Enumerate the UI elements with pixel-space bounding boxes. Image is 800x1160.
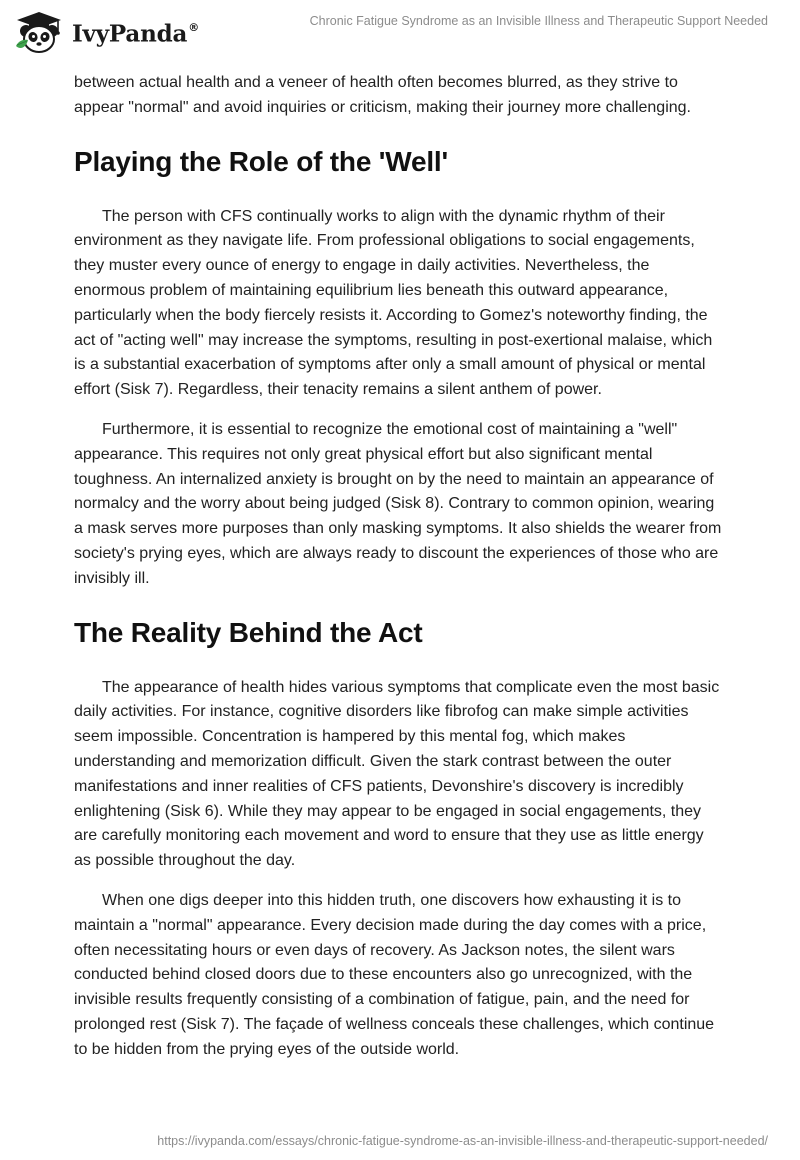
brand-logo[interactable] xyxy=(14,8,199,57)
paragraph: Furthermore, it is essential to recognize the emotional cost of maintaining a "well" appearance. This requires not only great physical effort but also significant mental toughness. An internalized anxiety is brought on by the need to maintain an appearance of normalcy and the worry about being judged (Sisk 8). Contrary to common opinion, wearing a mask serves more purposes than only masking symptoms. It also shields the wearer from society's prying eyes, which are always ready to discount the experiences of those who are invisibly ill. xyxy=(74,420,722,587)
registered-mark: ® xyxy=(188,21,199,34)
source-url[interactable]: https://ivypanda.com/essays/chronic-fatigue-syndrome-as-an-invisible-illness-and-therapeutic-support-needed/ xyxy=(157,1134,768,1148)
section-heading-playing-role: Playing the Role of the 'Well' xyxy=(74,145,448,177)
paragraph: The person with CFS continually works to align with the dynamic rhythm of their environment as they navigate life. From professional obligations to social engagements, they muster every ounce of energy to engage in daily activities. Nevertheless, the enormous problem of maintaining equilibrium lies beneath this outward appearance, particularly when the body fiercely resists it. According to Gomez's noteworthy finding, the act of "acting well" may increase the symptoms, resulting in post-exertional malaise, which is a substantial exacerbation of symptoms after only a small amount of physical or mental effort (Sisk 7). Regardless, their tenacity remains a silent anthem of power. xyxy=(74,207,713,399)
document-title: Chronic Fatigue Syndrome as an Invisible Illness and Therapeutic Support Needed xyxy=(309,14,768,28)
section-heading-reality-behind-act: The Reality Behind the Act xyxy=(74,616,423,648)
paragraph: When one digs deeper into this hidden truth, one discovers how exhausting it is to maintain a "normal" appearance. Every decision made during the day comes with a price, often necessitating hours or even days of recovery. As Jackson notes, the silent wars conducted behind closed doors due to these encounters also go unrecognized, with the invisible results frequently consisting of a combination of fatigue, pain, and the need for prolonged rest (Sisk 7). The façade of wellness conceals these challenges, which continue to be hidden from the prying eyes of the outside world. xyxy=(74,891,715,1058)
intro-paragraph: between actual health and a veneer of health often becomes blurred, as they strive to appear "normal" and avoid inquiries or criticism, making their journey more challenging. xyxy=(74,74,691,116)
panda-graduate-icon xyxy=(14,10,64,54)
paragraph: The appearance of health hides various symptoms that complicate even the most basic daily activities. For instance, cognitive disorders like fibrofog can make simple activities seem impossible. Concentration is hampered by this mental fog, which makes understanding and memorization difficult. Given the stark contrast between the outer manifestations and inner realities of CFS patients, Devonshire's discovery is incredibly enlightening (Sisk 6). While they may appear to be engaged in social engagements, they are carefully monitoring each movement and word to ensure that they use as little energy as possible throughout the day. xyxy=(74,678,720,870)
brand-name: IvyPanda® xyxy=(72,20,199,48)
page-header xyxy=(0,0,800,60)
essay-body xyxy=(74,71,724,1078)
